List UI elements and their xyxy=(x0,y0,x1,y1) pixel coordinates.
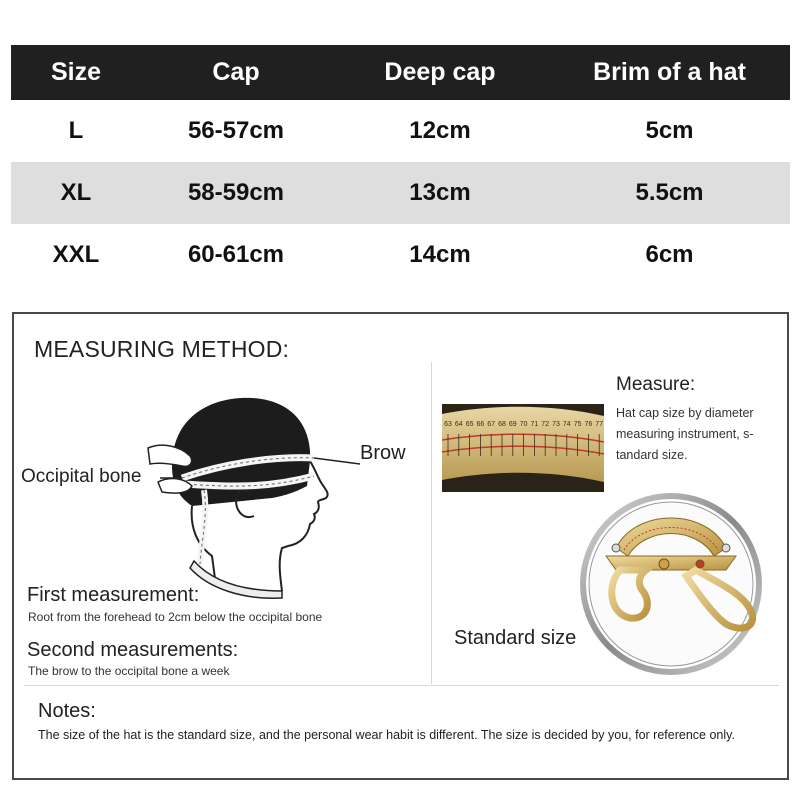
ruler-number: 71 xyxy=(530,421,539,428)
cell-size: L xyxy=(68,117,84,144)
header-size: Size xyxy=(50,58,102,86)
measure-text: Hat cap size by diameter measuring instrument, s-tandard size. xyxy=(616,406,754,462)
cell-cap: 56-57cm xyxy=(187,117,285,144)
ruler-number: 69 xyxy=(508,421,517,428)
ruler-number: 77 xyxy=(595,421,604,428)
ruler-number: 67 xyxy=(487,421,496,428)
cell-deep-cap: 13cm xyxy=(409,179,471,206)
cell-brim: 5.5cm xyxy=(635,179,704,206)
notes-text: The size of the hat is the standard size, and the personal wear habit is different. The size is decided by you, for reference only. xyxy=(38,728,735,742)
ruler-number: 73 xyxy=(552,421,560,428)
table-header-row xyxy=(11,45,790,100)
cell-size: XXL xyxy=(52,241,100,268)
cell-cap: 58-59cm xyxy=(187,179,285,206)
measure-title: Measure: xyxy=(616,374,696,395)
measuring-method-panel xyxy=(12,312,789,780)
header-deep-cap: Deep cap xyxy=(384,58,496,86)
ruler-closeup-illustration xyxy=(442,404,604,492)
ruler-number: 72 xyxy=(541,421,550,428)
ruler-number: 65 xyxy=(465,421,474,428)
header-cap: Cap xyxy=(212,58,260,86)
ruler-number: 68 xyxy=(498,421,506,428)
ruler-number: 66 xyxy=(476,421,485,428)
panel-title: MEASURING METHOD: xyxy=(34,336,290,362)
header-brim: Brim of a hat xyxy=(593,58,746,86)
cell-deep-cap: 14cm xyxy=(409,241,471,268)
hat-size-tool-illustration xyxy=(576,486,766,678)
first-measurement-text: Root from the forehead to 2cm below the occipital bone xyxy=(28,610,323,624)
table-row xyxy=(11,224,790,286)
ruler-number: 63 xyxy=(444,421,452,428)
occipital-bone-label: Occipital bone xyxy=(21,466,142,487)
second-measurement-title: Second measurements: xyxy=(27,639,239,661)
ruler-number: 64 xyxy=(454,421,463,428)
first-measurement-title: First measurement: xyxy=(27,584,200,606)
ruler-number: 74 xyxy=(562,421,571,428)
ruler-number: 75 xyxy=(573,421,582,428)
head-measurement-illustration xyxy=(132,386,362,606)
horizontal-divider xyxy=(24,685,779,686)
ruler-number: 76 xyxy=(584,421,593,428)
table-row xyxy=(11,100,790,162)
vertical-divider xyxy=(431,362,432,684)
cell-size: XL xyxy=(60,179,92,206)
second-measurement-text: The brow to the occipital bone a week xyxy=(28,664,230,678)
notes-title: Notes: xyxy=(38,700,96,722)
table-row xyxy=(11,162,790,224)
standard-size-label: Standard size xyxy=(454,627,577,649)
size-table xyxy=(11,45,790,286)
cell-brim: 5cm xyxy=(645,117,694,144)
cell-deep-cap: 12cm xyxy=(409,117,471,144)
cell-brim: 6cm xyxy=(645,241,694,268)
ruler-number: 70 xyxy=(519,421,528,428)
cell-cap: 60-61cm xyxy=(187,241,285,268)
brow-label: Brow xyxy=(360,442,406,464)
